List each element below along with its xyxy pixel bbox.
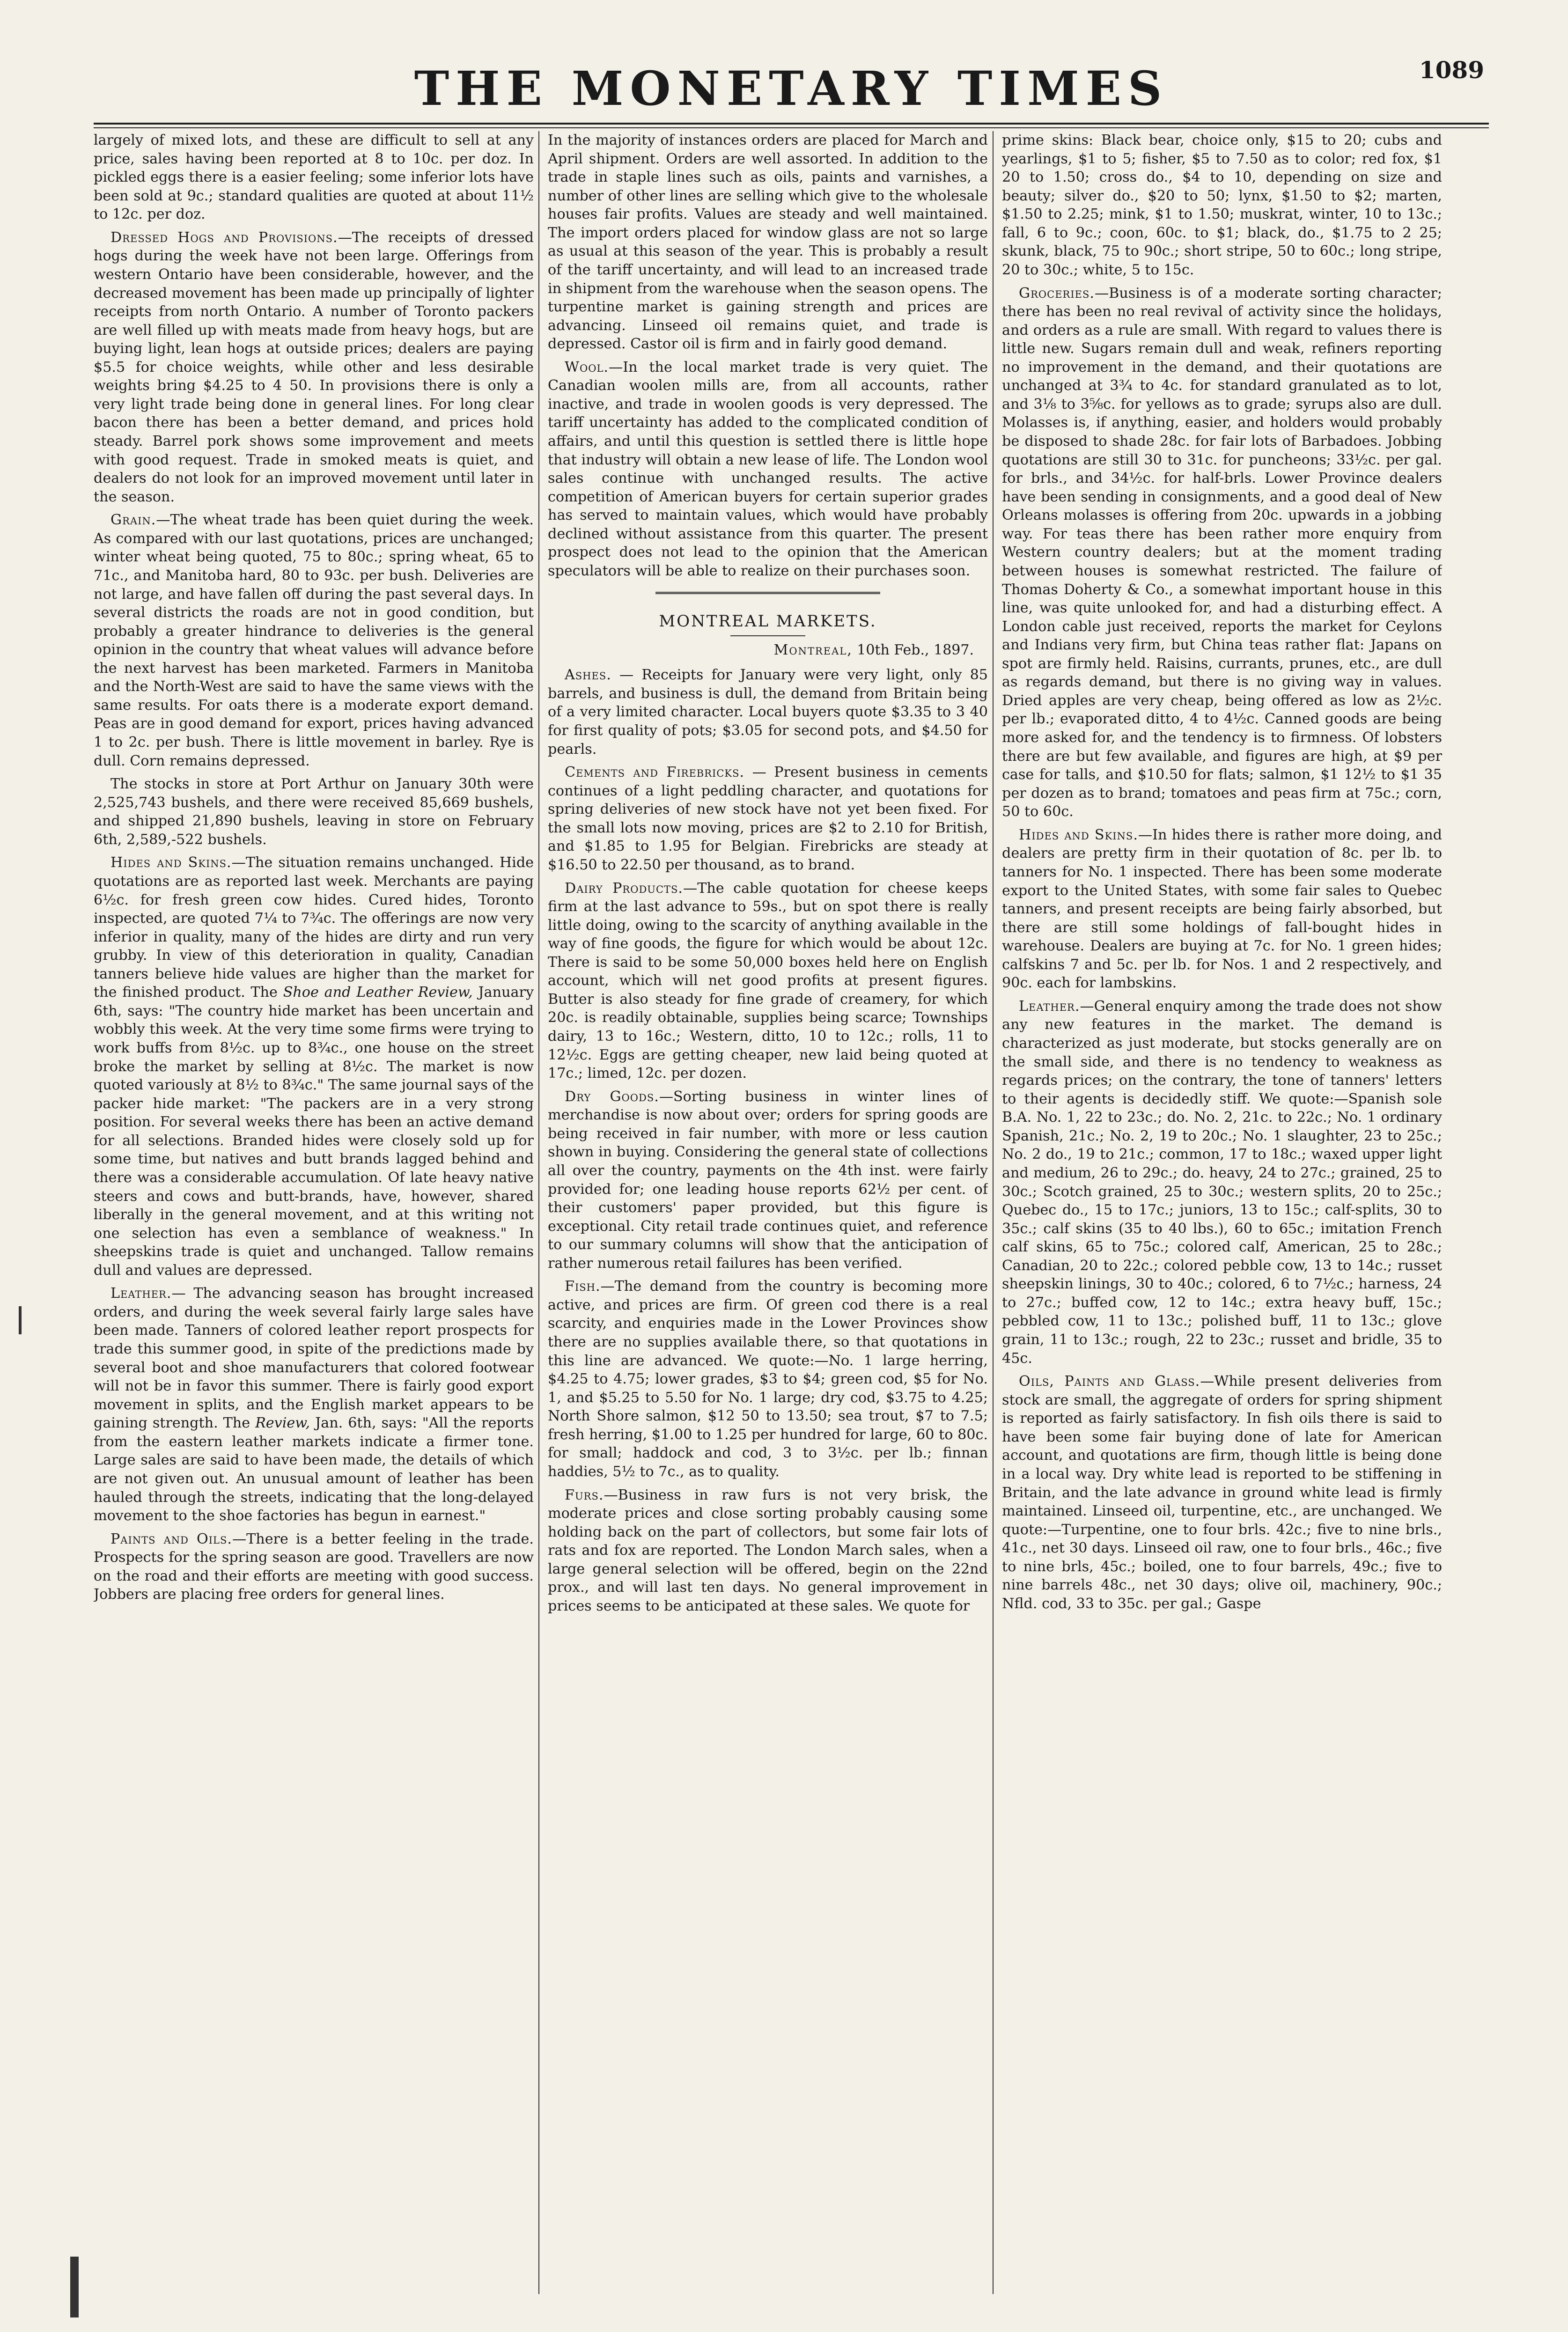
article-leather xyxy=(94,1284,534,1525)
section-title: MONTREAL MARKETS. xyxy=(659,611,877,631)
article-wool xyxy=(548,358,988,581)
section-heading: Leather. xyxy=(1019,998,1080,1015)
section-heading: Dry Goods. xyxy=(565,1088,659,1105)
article-text: —The situation remains unchanged. Hide quotations are as reported last week. Merchants are paying 6½c. for fresh green cow hides. Cured hides, Toronto inspected, are quoted 7¼ to 7¾c. The offerings are now very inferior in quality, many of the hides are dirty and run very grubby. In view of this deterioration in quality, Canadian tanners believe hide values are higher than the market for the finished product. The xyxy=(94,854,534,1001)
section-heading: Dressed Hogs and Provisions. xyxy=(110,229,338,246)
masthead xyxy=(94,56,1489,126)
article-text: —General enquiry among the trade does not show any new features in the market. The demand is characterized as just moderate, but stocks generally are on the small side, and there is no tendency to weakness as regards prices; on the contrary, the tone of tanners' letters to their agents is decidedly stiff. We quote:—Spanish sole B.A. No. 1, 22 to 23c.; do. No. 2, 21c. to 22c.; No. 1 ordinary Spanish, 21c.; No. 2, 19 to 20c.; No. 1 slaughter, 23 to 25c.; No. 2 do., 19 to 21c.; common, 17 to 18c.; waxed upper light and medium, 26 to 29c.; do. heavy, 24 to 27c.; grained, 25 to 30c.; Scotch grained, 25 to 30c.; western splits, 20 to 25c.; Quebec do., 15 to 17c.; juniors, 13 to 15c.; calf-splits, 30 to 35c.; calf skins (35 to 40 lbs.), 60 to 65c.; imitation French calf skins, 65 to 75c.; colored calf, American, 25 to 28c.; Canadian, 20 to 22c.; colored pebble cow, 13 to 14c.; russet sheepskin linings, 30 to 40c.; colored, 6 to 7½c.; harness, 24 to 27c.; buffed cow, 12 to 14c.; extra heavy buff, 15c.; pebbled cow, 11 to 13c.; polished buff, 11 to 13c.; glove grain, 11 to 13c.; rough, 22 to 23c.; russet and bridle, 35 to 45c. xyxy=(1002,998,1442,1367)
article-grain xyxy=(94,511,534,770)
column-1 xyxy=(94,131,534,2294)
article-text: —The demand from the country is becoming more active, and prices are firm. Of green cod there is a real scarcity, and enquiries made in the Lower Provinces show there are no supplies available there, so that quotations in this line are advanced. We quote:—No. 1 large herring, $4.25 to 4.75; lower grades, $3 to $4; green cod, $5 for No. 1, and $5.25 to 5.50 for No. 1 large; dry cod, $3.75 to 4.25; North Shore salmon, $12 50 to 13.50; sea trout, $7 to 7.5; fresh herring, $1.00 to 1.25 per hundred for large, 60 to 80c. for small; haddock and cod, 3 to 3½c. per lb.; finnan haddies, 5½ to 7c., as to quality. xyxy=(548,1278,988,1480)
article-text: Jan. 6th, says: "All the reports from the eastern leather markets indicate a firmer tone. Large sales are said to have been made, the details of which are not given out. An unusual amount of leather has been hauled through the streets, indicating that the long-delayed movement to the shoe factories has begun in earnest." xyxy=(94,1415,534,1524)
section-heading: Fish. xyxy=(565,1278,601,1295)
scan-speck xyxy=(19,1306,22,1334)
article-text: —In the local market trade is very quiet. The Canadian woolen mills are, from all accounts, rather inactive, and trade in woolen goods is very depressed. The tariff uncertainty has added to the complicated condition of affairs, and until this question is settled there is little hope that industry will obtain a new lease of life. The London wool sales continue with unchanged results. The active competition of American buyers for certain superior grades has served to maintain values, which would have probably declined without assistance from this quarter. The present prospect does not lead to the opinion that the American speculators will be able to realize on their purchases soon. xyxy=(548,359,988,579)
section-heading: Wool. xyxy=(565,359,609,375)
section-heading: Leather. xyxy=(110,1285,172,1302)
article-groceries xyxy=(1002,284,1442,821)
article-ashes xyxy=(548,666,988,758)
article-text: — The advancing season has brought increased orders, and during the week several fairly large sales have been made. Tanners of colored leather report prospects for trade this summer good, in spite of the predictions made by several boot and shoe manufacturers that colored footwear will not be in favor this summer. There is fairly good export movement in splits, and the English market appears to be gaining strength. The xyxy=(94,1285,534,1432)
article-text: —While present deliveries from stock are small, the aggregate of orders for spring shipment is reported as fairly satisfactory. In fish oils there is said to have been some fair buying done of late for American account, and quotations are firm, though little is being done in a local way. Dry white lead is reported to be stiffening in Britain, and the late advance in ground white lead is firmly maintained. Linseed oil, turpentine, etc., are unchanged. We quote:—Turpentine, one to four brls. 42c.; five to nine brls., 41c., net 30 days. Linseed oil raw, one to four brls., 46c.; five to nine brls, 45c.; boiled, one to four barrels, 49c.; five to nine barrels 48c., net 30 days; olive oil, machinery, 90c.; Nfld. cod, 33 to 35c. per gal.; Gaspe xyxy=(1002,1373,1442,1612)
article-text: —In hides there is rather more doing, and dealers are pretty firm in their quotation of 8c. per lb. to tanners for No. 1 inspected. There has been some moderate export to the United States, with some fair sales to Quebec tanners, and present receipts are being fairly absorbed, but there are still some holdings of fall-bought hides in warehouse. Dealers are buying at 7c. for No. 1 green hides; calfskins 7 and 5c. per lb. for Nos. 1 and 2 respectively, and 90c. each for lambskins. xyxy=(1002,826,1442,992)
article-hides-skins xyxy=(1002,826,1442,993)
column-3 xyxy=(1002,131,1442,2294)
section-heading: Cements and Firebricks. xyxy=(565,764,745,781)
section-heading: Furs. xyxy=(565,1486,604,1503)
article-hides-skins xyxy=(94,853,534,1280)
dateline xyxy=(548,641,974,659)
paragraph: prime skins: Black bear, choice only, $15 to 20; cubs and yearlings, $1 to 5; fisher, $5 to 7.50 as to color; red fox, $1 20 to 1.50; cross do., $4 to 10, depending on size and beauty; silver do., $20 to 50; lynx, $1.50 to $2; marten, $1.50 to 2.25; mink, $1 to 1.50; muskrat, winter, 10 to 13c.; fall, 6 to 9c.; coon, 60c. to $1; black, do., $1.75 to 2 25; skunk, black, 75 to 90c.; short stripe, 50 to 60c.; long stripe, 20 to 30c.; white, 5 to 15c. xyxy=(1002,132,1442,278)
article-dairy xyxy=(548,879,988,1083)
article-text: —The wheat trade has been quiet during the week. As compared with our last quotations, prices are unchanged; winter wheat being quoted, 75 to 80c.; spring wheat, 65 to 71c., and Manitoba hard, 80 to 93c. per bush. Deliveries are not large, and have fallen off during the past several days. In several districts the roads are not in good condition, but probably a greater hindrance to deliveries is the general opinion in the country that wheat values will advance before the next harvest has been marketed. Farmers in Manitoba and the North-West are said to have the same views with the same results. For oats there is a moderate export demand. Peas are in good demand for export, prices having advanced 1 to 2c. per bush. There is little movement in barley. Rye is dull. Corn remains depressed. xyxy=(94,512,534,769)
article-text: —Business in raw furs is not very brisk, the moderate prices and close sorting probably causing some holding back on the part of collectors, but some fair lots of rats and fox are reported. The London March sales, when a large general selection will be offered, begin on the 22nd prox., and will last ten days. No general improvement in prices seems to be anticipated at these sales. We quote for xyxy=(548,1486,988,1614)
column-separator xyxy=(538,131,539,2294)
section-heading: Grain. xyxy=(110,512,156,529)
article-text: — Present business in cements continues of a light peddling character, and quotations for spring deliveries of new stock have not yet been fixed. For the small lots now moving, prices are $2 to 2.10 for British, and $1.85 to 1.95 for Belgian. Firebricks are steady at $16.50 to 22.50 per thousand, as to brand. xyxy=(548,764,988,873)
journal-title: Review, xyxy=(255,1415,310,1432)
section-heading: Ashes. xyxy=(565,667,611,684)
header-rule xyxy=(94,123,1489,125)
dateline-date: 10th Feb., 1897. xyxy=(852,642,974,659)
section-heading: Paints and Oils. xyxy=(110,1530,232,1547)
dateline-place: Montreal, xyxy=(773,642,853,659)
article-stocks: The stocks in store at Port Arthur on January 30th were 2,525,743 bushels, and there were received 85,669 bushels, and shipped 21,890 bushels, leaving in store on February 6th, 2,589,-522 bushels. xyxy=(94,776,534,848)
article-oils-paints-glass xyxy=(1002,1372,1442,1613)
article-text: —There is a better feeling in the trade. Prospects for the spring season are good. Travellers are now on the road and their efforts are meeting with good success. Jobbers are placing free orders for general lines. xyxy=(94,1530,534,1603)
article-cements xyxy=(548,763,988,874)
article-furs xyxy=(548,1486,988,1616)
article-text: —The cable quotation for cheese keeps firm at the last advance to 59s., but on spot there is really little doing, owing to the scarcity of anything available in the way of fine goods, the figure for which would be about 12c. There is said to be some 50,000 boxes held here on English account, which will net good profits at present figures. Butter is also steady for fine grade of creamery, for which 20c. is readily obtainable, supplies being scarce; Townships dairy, 13 to 16c.; Western, ditto, 10 to 12c.; rolls, 11 to 12½c. Eggs are getting cheaper, new laid being quoted at 17c.; limed, 12c. per dozen. xyxy=(548,880,988,1082)
article-dressed-hogs xyxy=(94,228,534,506)
article-leather xyxy=(1002,997,1442,1368)
publication-title: THE MONETARY TIMES xyxy=(414,61,1169,116)
header-rule-thin xyxy=(94,127,1489,128)
article-text: —Sorting business in winter lines of merchandise is now about over; orders for spring goods are being received in fair number, with more or less caution shown in buying. Considering the general state of collections all over the country, payments on the 4th inst. were fairly provided for; one leading house reports 62½ per cent. of their customers' paper provided, but this figure is exceptional. City retail trade continues quiet, and reference to our summary columns will show that the anticipation of rather numerous retail failures has been verified. xyxy=(548,1088,988,1272)
article-text: —The receipts of dressed hogs during the week have not been large. Offerings from western Ontario have been considerable, however, and the decreased movement has been made up principally of lighter receipts from north Ontario. A number of Toronto packers are well filled up with meats made from heavy hogs, but are buying light, lean hogs at outside prices; dealers are paying $5.5 for choice weights, while other and less desirable weights bring $4.25 to 4 50. In provisions there is only a very light trade being done in general lines. For long clear bacon there has been a better demand, and prices hold steady. Barrel pork shows some improvement and meets with good request. Trade in smoked meats is quiet, and dealers do not look for an improved movement until later in the season. xyxy=(94,229,534,505)
short-rule xyxy=(730,635,805,636)
section-heading: Oils, Paints and Glass. xyxy=(1019,1373,1200,1390)
ornament-rule xyxy=(655,592,880,597)
paragraph: largely of mixed lots, and these are difficult to sell at any price, sales having been reported at 8 to 10c. per doz. In pickled eggs there is a easier feeling; some inferior lots have been sold at 9c.; standard qualities are quoted at about 11½ to 12c. per doz. xyxy=(94,132,534,223)
article-fish xyxy=(548,1277,988,1481)
section-heading: Groceries. xyxy=(1019,285,1095,302)
journal-title: Shoe and Leather Review, xyxy=(283,984,473,1001)
section-heading: Hides and Skins. xyxy=(1019,826,1138,843)
page-number: 1089 xyxy=(1419,56,1484,84)
montreal-markets-header xyxy=(548,592,988,637)
column-2 xyxy=(548,131,988,2294)
article-text: January 6th, says: "The country hide market has been uncertain and wobbly this week. At the very time some firms were trying to work buffs from 8½c. up to 8¾c., one house on the street broke the market by selling at 8½c. The market is now quoted variously at 8½ to 8¾c." The same journal says of the packer hide market: "The packers are in a very strong position. For several weeks there has been an active demand for all selections. Branded hides were closely sold up for some time, but natives and butt brands lagged behind and there was a considerable accumulation. Of late heavy native steers and cows and butt-brands, have, however, shared liberally in the general movement, and at this writing not one selection has even a semblance of weakness." In sheepskins trade is quiet and unchanged. Tallow remains dull and values are depressed. xyxy=(94,984,534,1279)
article-text: — Receipts for January were very light, only 85 barrels, and business is dull, the demand from Britain being of a very limited character. Local buyers quote $3.35 to 3 40 for first quality of pots; $3.05 for second pots, and $4.50 for pearls. xyxy=(548,667,988,758)
article-text: —Business is of a moderate sorting character; there has been no real revival of activity since the holidays, and orders as a rule are small. With regard to values there is little new. Sugars remain dull and weak, refiners reporting no improvement in the demand, and their quotations are unchanged at 3¾ to 4c. for standard granulated as to lot, and 3⅛ to 3⅝c. for yellows as to grade; syrups also are dull. Molasses is, if anything, easier, and holders would probably be disposed to shade 28c. for fair lots of Barbadoes. Jobbing quotations are still 30 to 31c. for puncheons; 33½c. per gal. for brls., and 34½c. for half-brls. Lower Province dealers have been sending in consignments, and a good deal of New Orleans molasses is offering from 20c. upwards in a jobbing way. For teas there has been rather more enquiry from Western country dealers; but at the moment trading between houses is somewhat restricted. The failure of Thomas Doherty & Co., a somewhat important house in this line, was quite unlooked for, and had a disturbing effect. A London cable just received, reports the market for Ceylons and Indians very firm, but China teas rather flat: Japans on spot are firmly held. Raisins, currants, prunes, etc., are dull as regards demand, but there is no giving way in values. Dried apples are very cheap, being offered as low as 2½c. per lb.; evaporated ditto, 4 to 4½c. Canned goods are being more asked for, and the tendency is to firmness. Of lobsters there are but few available, and figures are high, at $9 per case for talls, and $10.50 for flats; salmon, $1 12½ to $1 35 per dozen as to brand; tomatoes and peas firm at 75c.; corn, 50 to 60c. xyxy=(1002,285,1442,820)
column-separator xyxy=(993,131,994,2294)
paragraph: In the majority of instances orders are placed for March and April shipment. Orders are well assorted. In addition to the trade in staple lines such as oils, paints and varnishes, a number of other lines are selling which give to the wholesale houses fair profits. Values are steady and well maintained. The import orders placed for window glass are not so large as usual at this season of the year. This is probably a result of the tariff uncertainty, and will lead to an increased trade in shipment from the warehouse when the season opens. The turpentine market is gaining strength and prices are advancing. Linseed oil remains quiet, and trade is depressed. Castor oil is firm and in fairly good demand. xyxy=(548,132,988,353)
scan-speck xyxy=(70,2257,79,2317)
article-dry-goods xyxy=(548,1088,988,1273)
article-paints-oils xyxy=(94,1530,534,1604)
section-heading: Dairy Products. xyxy=(565,880,684,897)
section-heading: Hides and Skins. xyxy=(110,854,232,871)
